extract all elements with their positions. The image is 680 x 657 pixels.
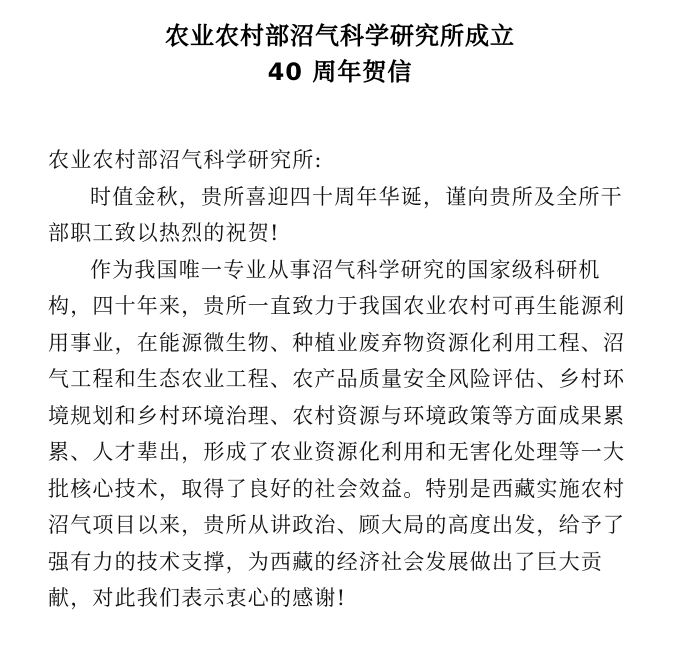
title-line-2: 40 周年贺信 bbox=[267, 58, 413, 86]
paragraph-line: 构，四十年来，贵所一直致力于我国农业农村可再生能源利 bbox=[48, 294, 626, 318]
paragraph-line: 部职工致以热烈的祝贺! bbox=[48, 221, 280, 245]
paragraph-line: 用事业，在能源微生物、种植业废弃物资源化利用工程、沼 bbox=[48, 330, 626, 355]
paragraph-line: 沼气项目以来，贵所从讲政治、顾大局的高度出发，给予了 bbox=[48, 513, 626, 537]
paragraph-line: 境规划和乡村环境治理、农村资源与环境政策等方面成果累 bbox=[48, 403, 626, 428]
paragraph-line: 批核心技术，取得了良好的社会效益。特别是西藏实施农村 bbox=[48, 476, 626, 501]
letter-title bbox=[0, 18, 680, 90]
paragraph-line: 强有力的技术支撑，为西藏的经济社会发展做出了巨大贡 bbox=[48, 549, 603, 574]
paragraph-line: 献，对此我们表示衷心的感谢! bbox=[48, 586, 347, 610]
letter-body bbox=[48, 142, 648, 617]
paragraph-line: 时值金秋，贵所喜迎四十周年华诞，谨向贵所及全所干 bbox=[90, 184, 623, 209]
salutation: 农业农村部沼气科学研究所: bbox=[48, 148, 323, 172]
paragraph-line: 气工程和生态农业工程、农产品质量安全风险评估、乡村环 bbox=[48, 367, 626, 391]
paragraph-line: 作为我国唯一专业从事沼气科学研究的国家级科研机 bbox=[90, 257, 601, 282]
title-line-1: 农业农村部沼气科学研究所成立 bbox=[165, 22, 515, 50]
paragraph-line: 累、人才辈出，形成了农业资源化利用和无害化处理等一大 bbox=[48, 440, 626, 464]
